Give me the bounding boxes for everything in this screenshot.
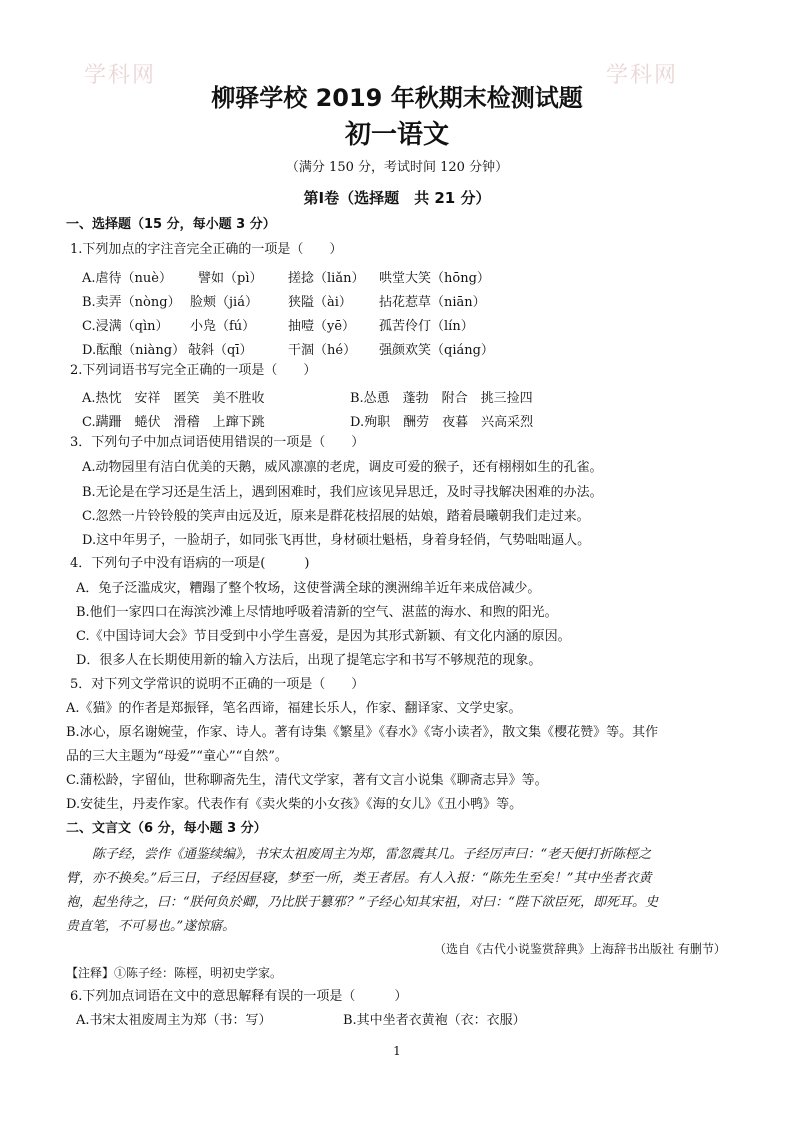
q1-b1: B.卖弄（nòng） [82,295,181,310]
q2-a: A.热忱 安祥 匿笑 美不胜收 [82,391,265,406]
section1-heading: 一、选择题（15 分，每小题 3 分） [66,217,276,232]
q2-b: B.怂恿 蓬勃 附合 挑三捡四 [350,391,533,406]
q1-b2: 脸颊（jiá） [190,295,258,310]
q2-d: D.殉职 酬劳 夜暮 兴高采烈 [350,415,534,430]
q4-c: C.《中国诗词大会》节目受到中小学生喜爱，是因为其形式新颖、有文化内涵的原因。 [76,629,571,644]
volume-heading: 第Ⅰ卷（选择题 共 21 分） [303,189,491,207]
q4-d: D．很多人在长期使用新的输入方法后，出现了提笔忘字和书写不够规范的现象。 [76,653,542,668]
q2-c: C.蹒跚 蜷伏 滑稽 上蹿下跳 [82,415,265,430]
q4-a: A．兔子泛滥成灾，糟蹋了整个牧场，这使誉满全球的澳洲绵羊近年来成倍减少。 [76,581,541,596]
q6-b: B.其中坐者衣黄袍（衣：衣服） [343,1013,526,1028]
q5-b: B.冰心，原名谢婉莹，作家、诗人。著有诗集《繁星》《春水》《寄小读者》，散文集《樱花赞》等。其作 [66,725,659,740]
exam-subject: 初一语文 [344,120,449,150]
q5-b-cont: 品的三大主题为“母爱”“童心”“自然”。 [66,749,288,764]
q5-d: D.安徒生，丹麦作家。代表作有《卖火柴的小女孩》《海的女儿》《丑小鸭》等。 [66,797,523,812]
passage-line-2: 臂，亦不换矣。”后三日，子经因昼寝，梦至一所，类王者居。有人入报：“陈先生至矣！”其中坐者衣黄 [66,871,652,886]
passage-line-1: 陈子经，尝作《通鉴续编》，书宋太祖废周主为郑，雷忽震其几。子经厉声曰：“老天便打折陈桱之 [92,847,652,862]
q1-c4: 孤苦伶仃（lín） [379,319,474,334]
q1-a3: 搓捻（liǎn） [288,271,365,286]
passage-line-4: 贵直笔，不可易也。”遂惊寤。 [66,919,236,934]
q1-c3: 抽噎（yē） [288,319,356,334]
q5-stem: 5．对下列文学常识的说明不正确的一项是（ ） [70,677,365,692]
page-number: 1 [393,1044,401,1058]
passage-annotation: 【注释】①陈子经：陈桱，明初史学家。 [66,966,283,980]
q1-b3: 狭隘（ài） [288,295,352,310]
q5-a: A.《猫》的作者是郑振铎，笔名西谛，福建长乐人，作家、翻译家、文学史家。 [66,701,522,716]
q3-d: D.这中年男子，一脸胡子，如同张飞再世，身材硕壮魁梧，身着身轻俏，气势咄咄逼人。 [82,533,591,548]
q1-d2: 敧斜（qī） [188,343,253,358]
q3-b: B.无论是在学习还是生活上，遇到困难时，我们应该见异思迁，及时寻找解决困难的办法。 [82,485,603,500]
q3-a: A.动物园里有洁白优美的天鹅，威风凛凛的老虎，调皮可爱的猴子，还有栩栩如生的孔雀。 [82,460,603,475]
q1-stem: 1.下列加点的字注音完全正确的一项是（ ） [70,242,343,257]
q1-a4: 哄堂大笑（hōng） [379,271,490,286]
q1-b4: 拈花惹草（niān） [379,295,486,310]
q2-stem: 2.下列词语书写完全正确的一项是（ ） [70,363,317,378]
q3-c: C.忽然一片铃铃般的笑声由远及近，原来是群花枝招展的姑娘，踏着晨曦朝我们走过来。 [82,509,590,524]
q1-a1: A.虐待（nuè） [82,271,172,286]
q1-c2: 小凫（fú） [190,319,256,334]
q1-d3: 干涸（hé） [288,343,357,358]
q3-stem: 3．下列句子中加点词语使用错误的一项是（ ） [70,435,365,450]
q5-c: C.蒲松龄，字留仙，世称聊斋先生，清代文学家，著有文言小说集《聊斋志异》等。 [66,773,548,788]
q4-b: B.他们一家四口在海滨沙滩上尽情地呼吸着清新的空气、湛蓝的海水、和煦的阳光。 [76,605,558,620]
q4-stem: 4．下列句子中没有语病的一项是( ) [70,556,310,571]
watermark-left: 学科网 [84,63,157,88]
section2-heading: 二、文言文（6 分，每小题 3 分） [66,821,267,836]
watermark-right: 学科网 [606,63,679,88]
q1-d1: D.酝酿（niàng） [82,343,186,358]
q1-a2: 譬如（pì） [198,271,263,286]
q6-a: A.书宋太祖废周主为郑（书：写） [76,1013,272,1028]
q1-c1: C.浸满（qìn） [82,319,169,334]
passage-line-3: 袍，起坐待之，曰：“朕何负於卿，乃比朕于篡邪？”子经心知其宋祖，对曰：“陛下欲臣死，即死耳。史 [66,895,658,910]
passage-source: （选自《古代小说鉴赏辞典》上海辞书出版社 有删节） [434,942,726,956]
q6-stem: 6.下列加点词语在文中的意思解释有误的一项是（ ） [70,989,408,1004]
exam-note: （满分 150 分，考试时间 120 分钟） [285,160,509,175]
exam-title: 柳驿学校 2019 年秋期末检测试题 [211,84,583,112]
q1-d4: 强颜欢笑（qiáng） [379,343,494,358]
